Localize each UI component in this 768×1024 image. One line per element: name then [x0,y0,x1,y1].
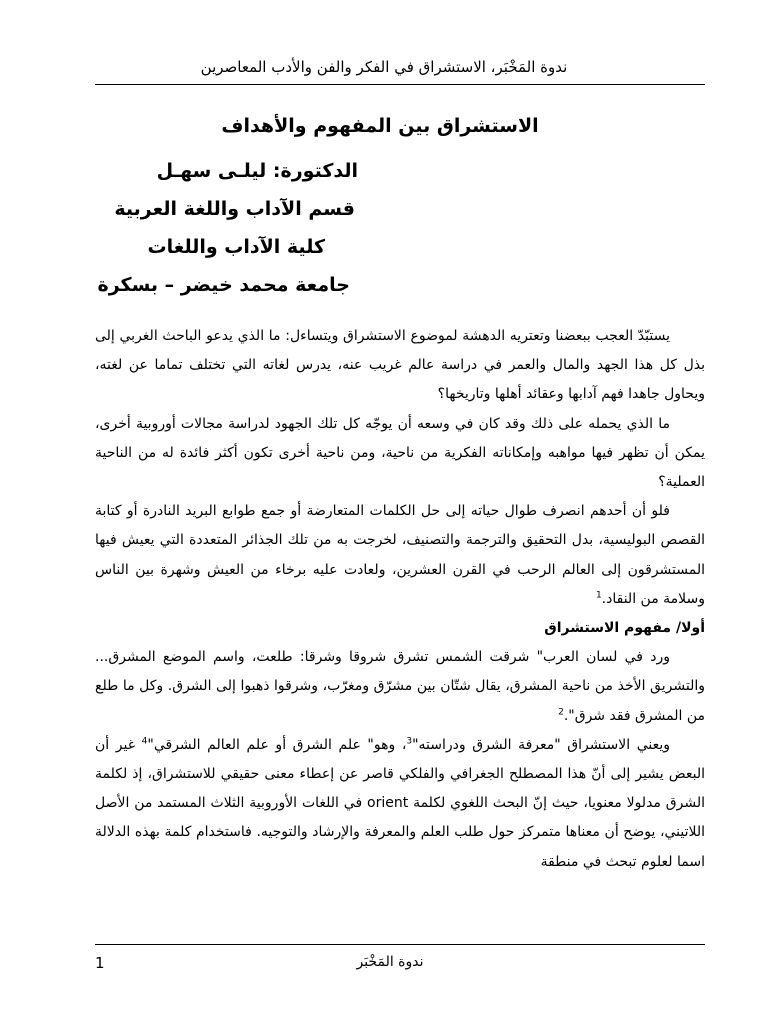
section-heading: أولا/ مفهوم الاستشراق [544,620,705,637]
footnote-ref-2[interactable]: 2 [558,706,564,717]
paragraph-5-text-a: ويعني الاستشراق "معرفة الشرق ودراسته" [412,736,671,753]
paragraph-3-text: فلو أن أحدهم انصرف طوال حياته إلى حل الكلمات المتعارضة أو جمع طوابع البريد النادرة أو كتابة القصص البوليسية، بدل التحقيق والترجمة والتصنيف، لخرجت به من تلك الجذائر المتعددة التي يعيش فيها المستشرقون إلى العالم الرحب في القرن العشرين، ولعادت عليه برخاء من العيش وشهرة بين الناس وسلامة من النقاد. [95,503,705,607]
author-name: الدكتورة: ليلـى سهـل [156,160,358,182]
footnote-ref-4[interactable]: 4 [141,736,148,747]
paragraph-2: ما الذي يحمله على ذلك وقد كان في وسعه أن يوجّه كل تلك الجهود لدراسة مجالات أوروبية أخرى، يمكن أن تظهر فيها مواهبه وإمكاناته الفكرية من ناحية، ومن ناحية أخرى تكون أكثر فائدة له من الناحية العملية؟ [95,415,705,491]
author-department: قسم الآداب واللغة العربية [114,198,355,220]
paragraph-4-text: ورد في لسان العرب" شرقت الشمس تشرق شروقا وشرقا: طلعت، واسم الموضع المشرق... والتشريق الأخذ من ناحية المشرق، يقال شتّان بين مشرّق ومغرّب، وشرقوا ذهبوا إلى الشرق. وكل ما طلع من المشرق فقد شرق". [95,649,705,724]
footer-divider [95,944,705,945]
paragraph-3 [95,497,705,614]
author-faculty: كلية الآداب واللغات [147,236,325,258]
page-number: 1 [95,954,105,972]
author-university: جامعة محمد خيضر – بسكرة [97,274,350,296]
paragraph-5-text-b: ، وهو" علم الشرق أو علم العالم الشرقي" [147,736,407,753]
paragraph-5 [95,731,705,877]
footnote-ref-1[interactable]: 1 [595,590,602,601]
running-header: ندوة المَخْبَر، الاستشراق في الفكر والفن والأدب المعاصرين [200,58,568,76]
author-block [78,152,358,304]
paragraph-1: يستبّدّ العجب ببعضنا وتعتريه الدهشة لموضوع الاستشراق ويتساءل: ما الذي يدعو الباحث الغربي إلى بذل كل هذا الجهد والمال والعمر في دراسة عالم غريب عنه، يدرس لغاته التي تختلف تماما عن لغته، ويحاول جاهدا فهم آدابها وعقائد أهلها وتاريخها؟ [95,328,705,403]
paper-title: الاستشراق بين المفهوم والأهداف [221,115,539,137]
paragraph-5-text-c: غير أن البعض يشير إلى أنّ هذا المصطلح الجغرافي والفلكي قاصر عن إعطاء معنى حقيقي للاستشراق، إذ لكلمة الشرق مدلولا معنويا، حيث إنّ البحث اللغوي لكلمة orient في اللغات الأوروبية الثلاث المستمد من الأصل اللاتيني، يوضح أن معناها متمركز حول طلب العلم والمعرفة والإرشاد والتوجيه. فاستخدام كلمة بهذه الدلالة اسما لعلوم تبحث في منطقة [95,736,706,870]
body-text [95,322,705,877]
footnote-ref-3[interactable]: 3 [406,736,413,747]
header-divider [95,84,705,85]
footer-label: ندوة المَخْبَر [356,954,424,970]
paragraph-4 [95,643,705,731]
